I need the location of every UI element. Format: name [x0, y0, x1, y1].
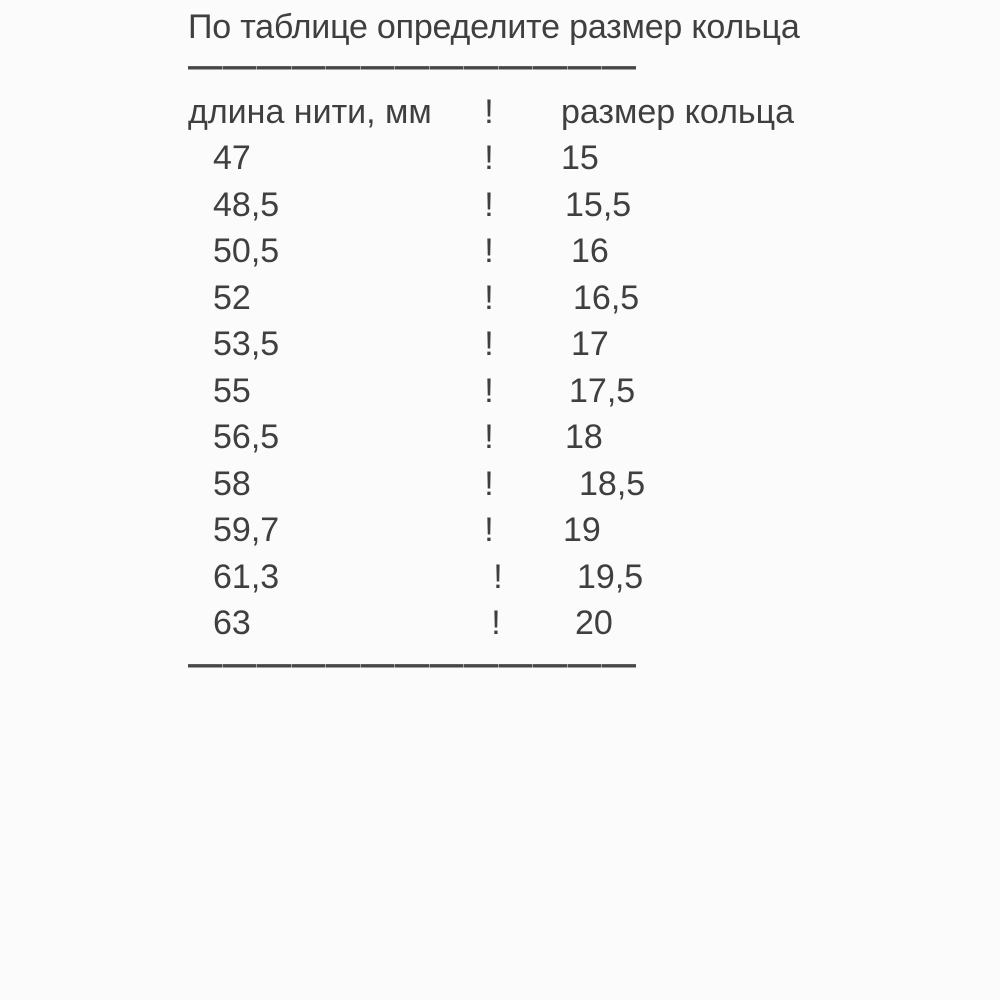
column-separator: ! [484, 278, 494, 317]
ring-size-table [188, 89, 1000, 647]
table-row [188, 600, 1000, 647]
thread-length-value: 47 [213, 139, 251, 177]
table-row [188, 321, 1000, 368]
thread-length-header: длина нити, мм [188, 92, 432, 131]
ring-size-value: 16 [571, 232, 609, 270]
thread-length-value: 56,5 [213, 418, 280, 456]
ring-size-value: 20 [575, 604, 613, 642]
ring-size-header: размер кольца [561, 92, 795, 131]
table-row [188, 182, 1000, 229]
table-row [188, 368, 1000, 415]
column-separator: ! [484, 371, 494, 410]
thread-length-value: 55 [213, 371, 251, 410]
column-separator: ! [484, 139, 494, 177]
column-separator: ! [484, 325, 494, 363]
thread-length-value: 53,5 [213, 325, 280, 363]
thread-length-value: 48,5 [213, 185, 280, 224]
ring-size-value: 18 [565, 418, 603, 456]
table-row [188, 228, 1000, 275]
ring-size-value: 17 [571, 325, 609, 363]
table-note: По таблице определите размер кольца [188, 8, 800, 46]
thread-length-value: 52 [213, 278, 251, 317]
thread-length-value: 61,3 [213, 557, 280, 596]
thread-length-value: 63 [213, 604, 251, 642]
thread-length-value: 58 [213, 464, 251, 503]
ring-size-value: 19 [563, 511, 601, 549]
ring-size-value: 15,5 [565, 185, 632, 224]
table-row [188, 461, 1000, 508]
ring-size-value: 19,5 [577, 557, 644, 596]
column-separator: ! [484, 185, 494, 224]
table-row [188, 414, 1000, 461]
column-separator: ! [484, 92, 494, 131]
thread-length-value: 59,7 [213, 511, 280, 549]
column-separator: ! [493, 557, 503, 596]
column-separator: ! [484, 511, 494, 549]
column-separator: ! [484, 418, 494, 456]
ring-size-value: 18,5 [579, 464, 646, 503]
table-header-row [188, 89, 1000, 136]
table-bottom-divider: ————————————— [188, 650, 637, 677]
table-row [188, 275, 1000, 322]
table-row [188, 135, 1000, 182]
ring-size-value: 17,5 [569, 371, 636, 410]
column-separator: ! [484, 232, 494, 270]
column-separator: ! [491, 604, 501, 642]
table-top-divider: ————————————— [188, 52, 637, 79]
ring-size-value: 15 [561, 139, 599, 177]
table-row [188, 507, 1000, 554]
column-separator: ! [484, 464, 494, 503]
ring-size-value: 16,5 [573, 278, 640, 317]
table-row [188, 554, 1000, 601]
table-body [188, 135, 1000, 647]
thread-length-value: 50,5 [213, 232, 280, 270]
